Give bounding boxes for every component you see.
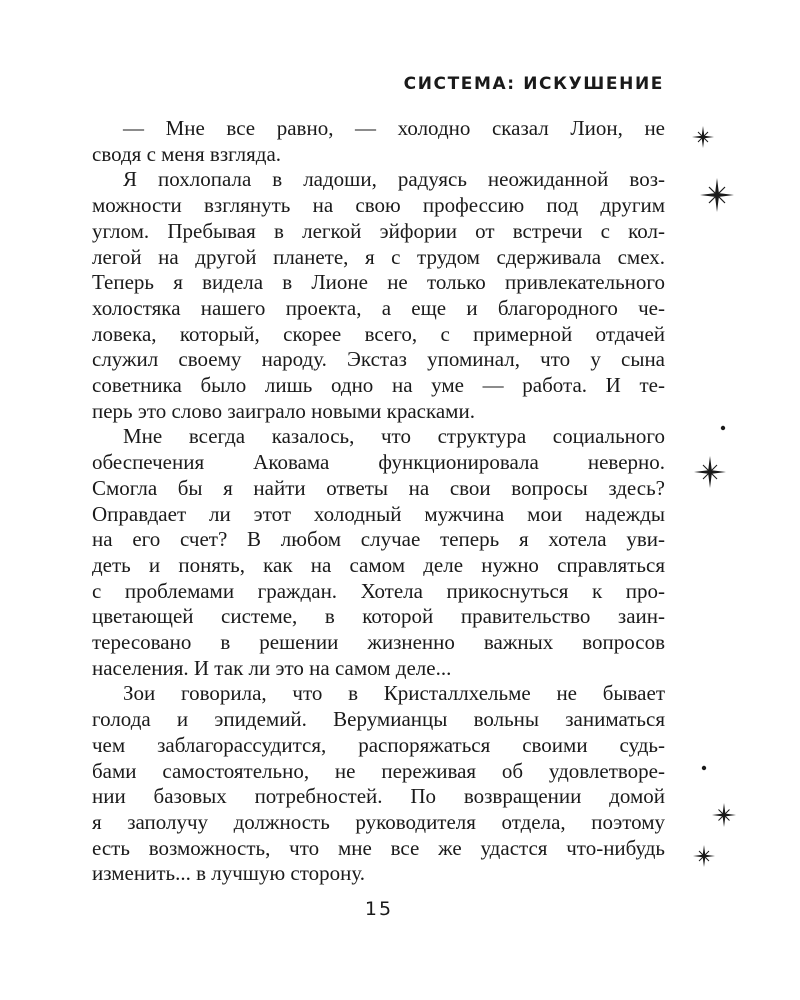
text-line: — Мне все равно, — холодно сказал Лион, не bbox=[123, 116, 665, 140]
text-line: тересовано в решении жизненно важных вопросов bbox=[92, 630, 665, 655]
text-line: ловека, который, скорее всего, с примерной отдачей bbox=[92, 321, 665, 346]
text-line: перь это слово заиграло новыми красками. bbox=[92, 398, 475, 423]
text-line: Я похлопала в ладоши, радуясь неожиданной воз- bbox=[123, 167, 665, 192]
text-line: Смогла бы я найти ответы на свои вопросы здесь? bbox=[92, 475, 665, 500]
text-line: Оправдает ли этот холодный мужчина мои надежды bbox=[92, 501, 665, 526]
body-text bbox=[92, 116, 665, 887]
text-line: легой на другой планете, я с трудом сдерживала смех. bbox=[92, 244, 665, 269]
text-line: углом. Пребывая в легкой эйфории от встречи с кол- bbox=[92, 218, 665, 243]
text-line: можности взглянуть на свою профессию под другим bbox=[92, 193, 665, 218]
paragraph bbox=[92, 116, 665, 167]
dot-icon bbox=[719, 424, 727, 432]
text-line: голода и эпидемий. Верумианцы вольны заниматься bbox=[92, 707, 665, 732]
text-line: советника было лишь одно на уме — работа. И те- bbox=[92, 373, 665, 398]
text-line: с проблемами граждан. Хотела прикоснуться к про- bbox=[92, 578, 665, 603]
page-number: 15 bbox=[364, 898, 394, 920]
text-line: обеспечения Аковама функционировала неверно. bbox=[92, 450, 665, 475]
text-line: населения. И так ли это на самом деле... bbox=[92, 655, 452, 680]
sparkle-icon bbox=[691, 843, 717, 869]
sparkle-icon bbox=[697, 175, 737, 215]
text-line: холостяка нашего проекта, а еще и благородного че- bbox=[92, 295, 665, 320]
dot-icon bbox=[700, 764, 708, 772]
text-line: деть и понять, как на самом деле нужно справляться bbox=[92, 552, 665, 577]
sparkle-icon bbox=[692, 454, 728, 490]
text-line: изменить... в лучшую сторону. bbox=[92, 861, 365, 886]
text-line: сводя с меня взгляда. bbox=[92, 141, 282, 166]
paragraph bbox=[92, 424, 665, 681]
sparkle-icon bbox=[710, 801, 738, 829]
text-line: я заполучу должность руководителя отдела, поэтому bbox=[92, 809, 665, 834]
text-line: на его счет? В любом случае теперь я хотела уви- bbox=[92, 527, 665, 552]
sparkle-icon bbox=[690, 124, 716, 150]
text-line: Теперь я видела в Лионе не только привлекательного bbox=[92, 270, 665, 295]
text-line: служил своему народу. Экстаз упоминал, что у сына bbox=[92, 347, 665, 372]
text-line: нии базовых потребностей. По возвращении домой bbox=[92, 784, 665, 809]
text-line: цветающей системе, в которой правительство заин- bbox=[92, 604, 665, 629]
text-line: Зои говорила, что в Кристаллхельме не бывает bbox=[123, 681, 665, 706]
running-title: СИСТЕМА: ИСКУШЕНИЕ bbox=[403, 74, 664, 94]
text-line: есть возможность, что мне все же удастся что-нибудь bbox=[92, 835, 665, 860]
text-line: бами самостоятельно, не переживая об удовлетворе- bbox=[92, 758, 665, 783]
paragraph bbox=[92, 681, 665, 887]
paragraph bbox=[92, 167, 665, 424]
text-line: чем заблагорассудится, распоряжаться своими судь- bbox=[92, 732, 665, 757]
text-line: Мне всегда казалось, что структура социального bbox=[123, 424, 665, 449]
